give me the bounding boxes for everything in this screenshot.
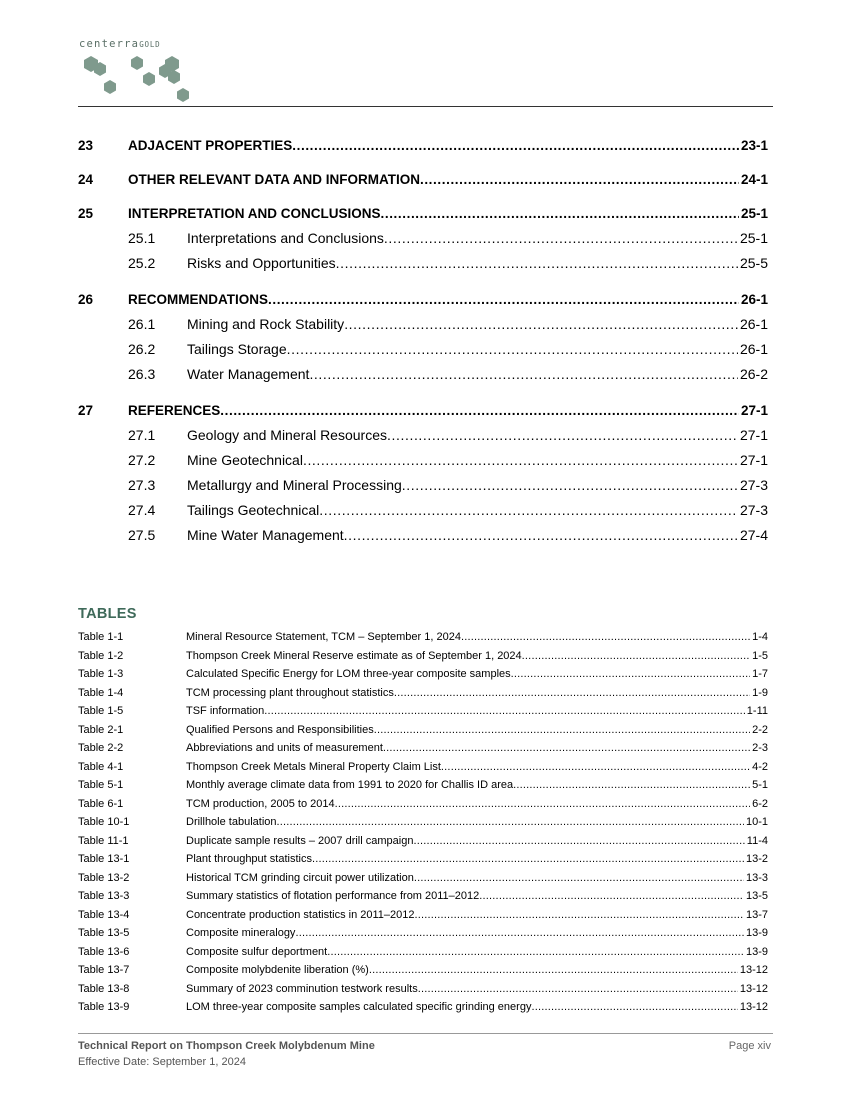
toc-section-number: 23	[78, 138, 94, 153]
table-page: 5-1	[752, 779, 768, 791]
toc-section-number: 27	[78, 403, 94, 418]
table-leader	[186, 946, 744, 958]
table-list-entry[interactable]	[78, 631, 768, 650]
table-list-entry[interactable]	[78, 872, 768, 891]
table-leader	[186, 631, 750, 643]
footer-report-title: Technical Report on Thompson Creek Molybdenum Mine	[78, 1040, 375, 1052]
table-leader	[186, 668, 750, 680]
table-leader	[186, 798, 750, 810]
table-leader	[186, 650, 750, 662]
table-list-entry[interactable]	[78, 816, 768, 835]
toc-leader	[187, 450, 738, 470]
table-page: 6-2	[752, 797, 768, 810]
table-label: Table 13-6	[78, 945, 130, 958]
table-page: 13-7	[745, 908, 768, 921]
table-leader	[186, 853, 744, 865]
footer-effective-date: Effective Date: September 1, 2024	[78, 1056, 246, 1068]
toc-leader	[128, 172, 739, 187]
tables-heading: TABLES	[78, 606, 137, 622]
centerra-gold-logo	[79, 38, 209, 104]
toc-section-entry[interactable]	[78, 206, 768, 226]
toc-section-entry[interactable]	[78, 138, 768, 158]
dot-leader	[531, 1001, 737, 1013]
table-list-entry[interactable]	[78, 835, 768, 854]
toc-section-title: RECOMMENDATIONS	[128, 292, 268, 307]
table-title: Composite mineralogy	[186, 927, 296, 939]
table-label: Table 13-1	[78, 853, 130, 865]
table-label: Table 2-1	[78, 723, 124, 736]
toc-subsection-page: 25-1	[739, 230, 768, 246]
table-label: Table 13-4	[78, 908, 130, 921]
table-label: Table 1-2	[78, 649, 124, 662]
table-leader	[186, 872, 744, 884]
dot-leader	[292, 138, 739, 153]
table-leader	[186, 927, 744, 939]
hexagon-cluster-icon	[79, 52, 199, 104]
table-title: Composite molybdenite liberation (%)	[186, 964, 369, 976]
toc-leader	[128, 292, 739, 307]
dot-leader	[394, 687, 750, 699]
table-list-entry[interactable]	[78, 964, 768, 983]
table-title: Calculated Specific Energy for LOM three-year composite samples	[186, 668, 511, 680]
table-list-entry[interactable]	[78, 983, 768, 1002]
toc-section-number: 26	[78, 292, 94, 307]
table-title: Thompson Creek Mineral Reserve estimate as of September 1, 2024	[186, 649, 522, 662]
table-title: TSF information	[186, 705, 265, 717]
toc-subsection-page: 26-1	[739, 316, 768, 332]
dot-leader	[319, 500, 738, 520]
table-label: Table 5-1	[78, 779, 124, 791]
toc-subsection-page: 27-1	[739, 452, 768, 468]
toc-subsection-number: 27.3	[128, 477, 156, 493]
dot-leader	[402, 475, 738, 495]
table-label: Table 2-2	[78, 742, 124, 754]
table-label: Table 13-3	[78, 890, 130, 902]
table-page: 4-2	[752, 760, 768, 773]
table-page: 1-4	[752, 631, 768, 643]
table-page: 13-12	[739, 964, 768, 976]
table-label: Table 13-5	[78, 927, 130, 939]
toc-subsection-title: Water Management	[187, 366, 310, 382]
table-title: Thompson Creek Metals Mineral Property Claim List	[186, 760, 441, 773]
toc-subsection-entry[interactable]	[78, 525, 768, 550]
toc-section-entry[interactable]	[78, 403, 768, 423]
dot-leader	[522, 650, 750, 662]
dot-leader	[384, 228, 738, 248]
dot-leader	[369, 964, 738, 976]
table-list-entry[interactable]	[78, 909, 768, 928]
table-list-entry[interactable]	[78, 742, 768, 761]
toc-subsection-page: 27-1	[739, 427, 768, 443]
dot-leader	[303, 450, 738, 470]
table-list-entry[interactable]	[78, 650, 768, 669]
table-page: 11-4	[746, 834, 768, 847]
table-title: Abbreviations and units of measurement	[186, 742, 383, 754]
table-label: Table 10-1	[78, 816, 130, 828]
table-label: Table 11-1	[78, 834, 129, 847]
table-page: 1-11	[746, 705, 768, 717]
table-label: Table 13-9	[78, 1001, 130, 1013]
dot-leader	[287, 339, 738, 359]
table-label: Table 1-5	[78, 705, 124, 717]
toc-leader	[187, 228, 738, 248]
toc-subsection-number: 25.1	[128, 230, 156, 246]
toc-subsection-entry[interactable]	[78, 314, 768, 339]
table-list-entry[interactable]	[78, 779, 768, 798]
dot-leader	[374, 724, 750, 736]
table-leader	[186, 761, 750, 773]
table-page: 2-3	[752, 742, 768, 754]
table-page: 13-12	[739, 1001, 768, 1013]
table-title: Historical TCM grinding circuit power utilization	[186, 871, 414, 884]
toc-subsection-number: 27.2	[128, 452, 156, 468]
table-list-entry[interactable]	[78, 705, 768, 724]
toc-subsection-number: 27.1	[128, 427, 156, 443]
table-page: 10-1	[745, 816, 768, 828]
table-title: Summary of 2023 comminution testwork results	[186, 982, 418, 995]
toc-subsection-number: 26.3	[128, 366, 156, 382]
toc-subsection-page: 26-2	[739, 366, 768, 382]
table-title: LOM three-year composite samples calculated specific grinding energy	[186, 1001, 532, 1013]
toc-section-page: 23-1	[740, 138, 768, 153]
list-of-tables	[78, 631, 768, 1020]
dot-leader	[268, 292, 739, 307]
toc-subsection-number: 26.1	[128, 316, 156, 332]
table-list-entry[interactable]	[78, 853, 768, 872]
toc-subsection-page: 25-5	[739, 255, 768, 271]
table-leader	[186, 724, 750, 736]
table-leader	[186, 909, 744, 921]
dot-leader	[383, 742, 750, 754]
toc-section-number: 24	[78, 172, 94, 187]
dot-leader	[413, 835, 744, 847]
dot-leader	[220, 403, 739, 418]
table-list-entry[interactable]	[78, 946, 768, 965]
dot-leader	[418, 983, 738, 995]
table-label: Table 13-7	[78, 964, 130, 976]
table-leader	[186, 779, 750, 791]
toc-subsection-entry[interactable]	[78, 475, 768, 500]
table-list-entry[interactable]	[78, 668, 768, 687]
toc-subsection-number: 27.5	[128, 527, 156, 543]
toc-section-entry[interactable]	[78, 292, 768, 312]
table-title: Composite sulfur deportment	[186, 945, 328, 958]
dot-leader	[479, 890, 744, 902]
table-leader	[186, 964, 738, 976]
toc-subsection-page: 27-4	[739, 527, 768, 543]
toc-subsection-title: Metallurgy and Mineral Processing	[187, 477, 402, 493]
toc-subsection-number: 25.2	[128, 255, 156, 271]
dot-leader	[387, 425, 738, 445]
table-label: Table 1-4	[78, 686, 124, 699]
dot-leader	[415, 909, 744, 921]
table-page: 13-3	[745, 871, 768, 884]
toc-subsection-number: 26.2	[128, 341, 156, 357]
footer-rule	[78, 1033, 773, 1034]
table-leader	[186, 983, 738, 995]
toc-leader	[187, 253, 738, 273]
table-leader	[186, 835, 745, 847]
toc-leader	[187, 500, 738, 520]
table-title: Monthly average climate data from 1991 to 2020 for Challis ID area	[186, 779, 514, 791]
table-list-entry[interactable]	[78, 927, 768, 946]
table-title: TCM processing plant throughout statistics	[186, 686, 394, 699]
toc-subsection-entry[interactable]	[78, 364, 768, 389]
toc-subsection-title: Geology and Mineral Resources	[187, 427, 387, 443]
toc-subsection-entry[interactable]	[78, 425, 768, 450]
table-leader	[186, 742, 750, 754]
toc-subsection-page: 27-3	[739, 502, 768, 518]
toc-subsection-title: Risks and Opportunities	[187, 255, 336, 271]
table-title: Qualified Persons and Responsibilities	[186, 723, 374, 736]
toc-section-page: 26-1	[740, 292, 768, 307]
table-leader	[186, 687, 750, 699]
table-list-entry[interactable]	[78, 1001, 768, 1020]
table-label: Table 13-8	[78, 982, 130, 995]
table-page: 2-2	[752, 723, 768, 736]
table-list-entry[interactable]	[78, 724, 768, 743]
dot-leader	[461, 631, 750, 643]
toc-section-entry[interactable]	[78, 172, 768, 192]
footer-page-number: Page xiv	[728, 1040, 771, 1052]
toc-subsection-title: Interpretations and Conclusions	[187, 230, 384, 246]
toc-section-title: REFERENCES	[128, 403, 221, 418]
toc-section-page: 25-1	[740, 206, 768, 221]
table-title: Mineral Resource Statement, TCM – September 1, 2024	[186, 631, 461, 643]
table-title: Drillhole tabulation	[186, 816, 277, 828]
table-list-entry[interactable]	[78, 798, 768, 817]
table-page: 1-9	[752, 686, 768, 699]
table-label: Table 6-1	[78, 797, 124, 810]
table-title: Summary statistics of flotation performance from 2011–2012	[186, 890, 480, 902]
table-title: Plant throughput statistics	[186, 853, 312, 865]
toc-subsection-number: 27.4	[128, 502, 156, 518]
dot-leader	[344, 314, 738, 334]
table-of-contents	[78, 138, 768, 550]
dot-leader	[309, 364, 738, 384]
toc-leader	[187, 425, 738, 445]
toc-section-page: 27-1	[740, 403, 768, 418]
toc-section-page: 24-1	[740, 172, 768, 187]
table-label: Table 1-3	[78, 668, 124, 680]
dot-leader	[335, 798, 751, 810]
dot-leader	[420, 172, 739, 187]
toc-subsection-title: Mining and Rock Stability	[187, 316, 345, 332]
dot-leader	[513, 779, 750, 791]
logo-wordmark: centerraGOLD	[79, 38, 161, 50]
table-page: 13-5	[745, 890, 768, 902]
table-list-entry[interactable]	[78, 761, 768, 780]
dot-leader	[414, 872, 744, 884]
table-title: Concentrate production statistics in 2011–2012	[186, 908, 415, 921]
toc-subsection-title: Mine Water Management	[187, 527, 344, 543]
table-title: Duplicate sample results – 2007 drill campaign	[186, 834, 414, 847]
toc-subsection-entry[interactable]	[78, 500, 768, 525]
toc-leader	[187, 364, 738, 384]
table-label: Table 4-1	[78, 760, 124, 773]
toc-subsection-page: 26-1	[739, 341, 768, 357]
toc-section-title: INTERPRETATION AND CONCLUSIONS	[128, 206, 381, 221]
toc-leader	[128, 138, 739, 153]
dot-leader	[277, 816, 744, 828]
table-list-entry[interactable]	[78, 890, 768, 909]
table-title: TCM production, 2005 to 2014	[186, 797, 335, 810]
toc-section-number: 25	[78, 206, 94, 221]
dot-leader	[312, 853, 744, 865]
table-list-entry[interactable]	[78, 687, 768, 706]
table-label: Table 13-2	[78, 871, 130, 884]
toc-leader	[128, 206, 739, 221]
table-page: 13-9	[745, 945, 768, 958]
header-rule	[78, 106, 773, 107]
toc-subsection-entry[interactable]	[78, 450, 768, 475]
toc-leader	[187, 314, 738, 334]
table-leader	[186, 1001, 738, 1013]
toc-subsection-title: Tailings Geotechnical	[187, 502, 320, 518]
toc-subsection-title: Mine Geotechnical	[187, 452, 303, 468]
dot-leader	[441, 761, 750, 773]
toc-section-title: OTHER RELEVANT DATA AND INFORMATION	[128, 172, 420, 187]
toc-leader	[187, 339, 738, 359]
dot-leader	[344, 525, 738, 545]
toc-subsection-page: 27-3	[739, 477, 768, 493]
toc-subsection-entry[interactable]	[78, 339, 768, 364]
dot-leader	[264, 705, 745, 717]
table-page: 13-12	[739, 982, 768, 995]
table-label: Table 1-1	[78, 631, 124, 643]
dot-leader	[381, 206, 739, 221]
table-page: 1-5	[752, 649, 768, 662]
dot-leader	[336, 253, 738, 273]
toc-leader	[128, 403, 739, 418]
table-leader	[186, 816, 744, 828]
table-page: 13-2	[745, 853, 768, 865]
dot-leader	[327, 946, 744, 958]
dot-leader	[295, 927, 744, 939]
toc-leader	[187, 525, 738, 545]
table-page: 13-9	[745, 927, 768, 939]
dot-leader	[511, 668, 750, 680]
toc-subsection-entry[interactable]	[78, 228, 768, 253]
table-page: 1-7	[752, 668, 768, 680]
table-leader	[186, 890, 744, 902]
toc-subsection-title: Tailings Storage	[187, 341, 287, 357]
toc-section-title: ADJACENT PROPERTIES	[128, 138, 293, 153]
toc-leader	[187, 475, 738, 495]
table-leader	[186, 705, 745, 717]
toc-subsection-entry[interactable]	[78, 253, 768, 278]
